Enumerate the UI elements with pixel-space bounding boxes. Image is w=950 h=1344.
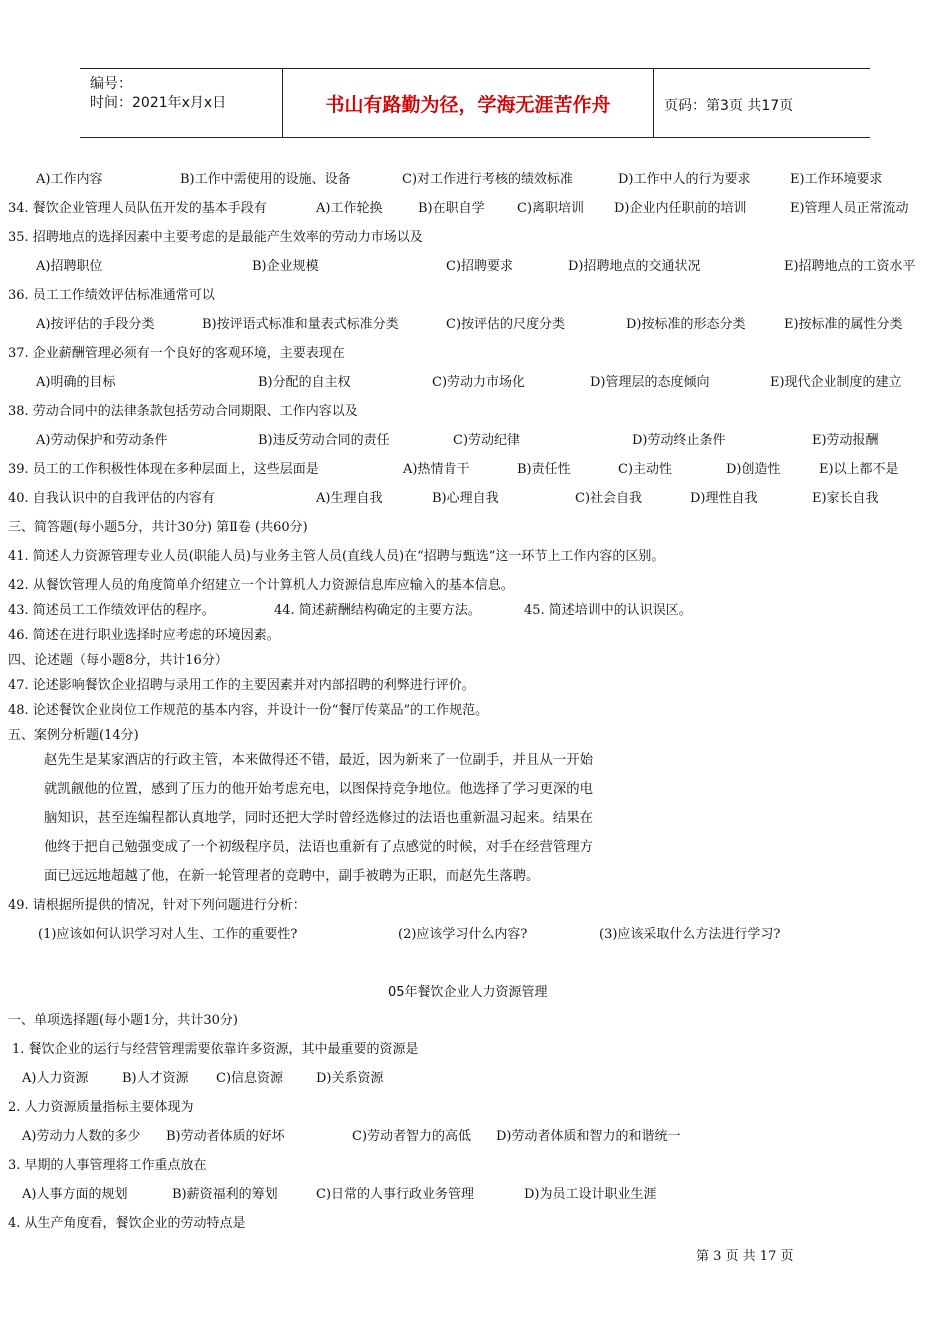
q34-option-d: D)企业内任职前的培训	[614, 201, 747, 216]
q39-stem: 39. 员工的工作积极性体现在多种层面上，这些层面是	[8, 462, 319, 477]
q39-option-d: D)创造性	[726, 462, 781, 477]
q38-stem: 38. 劳动合同中的法律条款包括劳动合同期限、工作内容以及	[8, 404, 358, 419]
q34-option-c: C)离职培训	[517, 201, 585, 216]
q34-option-a: A)工作轮换	[316, 201, 383, 216]
header-meta	[80, 69, 283, 137]
page-label: 页码：第3页 共17页	[664, 98, 794, 114]
q37-option-a: A)明确的目标	[36, 375, 116, 390]
section-3-heading: 三、简答题(每小题5分，共计30分) 第Ⅱ卷 (共60分)	[8, 520, 308, 535]
page-footer: 第 3 页 共 17 页	[696, 1249, 794, 1264]
section-5-heading: 五、案例分析题(14分)	[8, 728, 139, 743]
motto: 书山有路勤为径，学海无涯苦作舟	[283, 69, 654, 137]
s4-stem: 4. 从生产角度看，餐饮企业的劳动特点是	[8, 1216, 246, 1231]
q36-option-e: E)按标准的属性分类	[784, 317, 903, 332]
s3-option-b: B)薪资福利的筹划	[172, 1187, 278, 1202]
s2-option-a: A)劳动力人数的多少	[22, 1129, 141, 1144]
s2-option-c: C)劳动者智力的高低	[352, 1129, 472, 1144]
code-label: 编号：	[90, 76, 132, 92]
page-header	[80, 68, 870, 138]
q49-sub-2: (2)应该学习什么内容?	[398, 927, 528, 942]
q49-stem: 49. 请根据所提供的情况，针对下列问题进行分析：	[8, 898, 306, 913]
q35-option-b: B)企业规模	[252, 259, 319, 274]
q37-option-d: D)管理层的态度倾向	[590, 375, 710, 390]
case-paragraph-line: 就凯觎他的位置，感到了压力的他开始考虑充电，以图保持竞争地位。他选择了学习更深的电	[44, 782, 594, 797]
q33-option-b: B)工作中需使用的设施、设备	[180, 172, 351, 187]
s3-stem: 3. 早期的人事管理将工作重点放在	[8, 1158, 207, 1173]
q35-option-a: A)招聘职位	[36, 259, 103, 274]
s3-option-d: D)为员工设计职业生涯	[524, 1187, 657, 1202]
s2-option-b: B)劳动者体质的好坏	[166, 1129, 285, 1144]
q38-option-a: A)劳动保护和劳动条件	[36, 433, 168, 448]
q36-option-d: D)按标准的形态分类	[626, 317, 746, 332]
q40-option-e: E)家长自我	[812, 491, 879, 506]
q39-option-b: B)责任性	[517, 462, 571, 477]
q39-option-e: E)以上都不是	[819, 462, 899, 477]
q36-stem: 36. 员工工作绩效评估标准通常可以	[8, 288, 215, 303]
section-4-heading: 四、论述题（每小题8分，共计16分）	[8, 653, 228, 668]
q37-option-e: E)现代企业制度的建立	[770, 375, 902, 390]
q39-option-c: C)主动性	[618, 462, 673, 477]
q33-option-a: A)工作内容	[36, 172, 103, 187]
s1-option-b: B)人才资源	[122, 1071, 189, 1086]
q43: 43. 简述员工工作绩效评估的程序。	[8, 603, 215, 618]
q40-stem: 40. 自我认识中的自我评估的内容有	[8, 491, 215, 506]
q48: 48. 论述餐饮企业岗位工作规范的基本内容，并设计一份“餐厅传菜品”的工作规范。	[8, 703, 489, 718]
q49-sub-1: (1)应该如何认识学习对人生、工作的重要性?	[38, 927, 298, 942]
q38-option-b: B)违反劳动合同的责任	[258, 433, 390, 448]
q39-option-a: A)热情肯干	[403, 462, 470, 477]
q47: 47. 论述影响餐饮企业招聘与录用工作的主要因素并对内部招聘的利弊进行评价。	[8, 678, 475, 693]
q33-option-c: C)对工作进行考核的绩效标准	[402, 172, 574, 187]
q38-option-c: C)劳动纪律	[453, 433, 521, 448]
q34-option-b: B)在职自学	[418, 201, 485, 216]
q35-option-d: D)招聘地点的交通状况	[568, 259, 701, 274]
q45: 45. 简述培训中的认识误区。	[524, 603, 692, 618]
exam-title-05: 05年餐饮企业人力资源管理	[388, 985, 548, 1000]
case-paragraph-line: 脑知识，甚至连编程都认真地学，同时还把大学时曾经选修过的法语也重新温习起来。结果在	[44, 811, 594, 826]
date-label: 时间：2021年x月x日	[90, 95, 227, 111]
q33-option-d: D)工作中人的行为要求	[618, 172, 751, 187]
q36-option-a: A)按评估的手段分类	[36, 317, 155, 332]
q33-option-e: E)工作环境要求	[790, 172, 883, 187]
q44: 44. 简述薪酬结构确定的主要方法。	[274, 603, 481, 618]
s1-option-c: C)信息资源	[216, 1071, 284, 1086]
q37-option-b: B)分配的自主权	[258, 375, 351, 390]
q38-option-e: E)劳动报酬	[812, 433, 879, 448]
s1-stem: 1. 餐饮企业的运行与经营管理需要依靠许多资源，其中最重要的资源是	[12, 1042, 419, 1057]
q40-option-c: C)社会自我	[575, 491, 643, 506]
q40-option-d: D)理性自我	[690, 491, 758, 506]
s3-option-c: C)日常的人事行政业务管理	[316, 1187, 475, 1202]
q37-option-c: C)劳动力市场化	[432, 375, 526, 390]
s3-option-a: A)人事方面的规划	[22, 1187, 128, 1202]
q36-option-c: C)按评估的尺度分类	[446, 317, 566, 332]
q36-option-b: B)按评语式标准和量表式标准分类	[202, 317, 399, 332]
case-paragraph-line: 赵先生是某家酒店的行政主管，本来做得还不错，最近，因为新来了一位副手，并且从一开始	[44, 753, 594, 768]
s2-option-d: D)劳动者体质和智力的和谐统一	[496, 1129, 681, 1144]
q41: 41. 简述人力资源管理专业人员(职能人员)与业务主管人员(直线人员)在“招聘与甄选”这一环节上工作内容的区别。	[8, 549, 665, 564]
q42: 42. 从餐饮管理人员的角度简单介绍建立一个计算机人力资源信息库应输入的基本信息。	[8, 578, 514, 593]
q46: 46. 简述在进行职业选择时应考虑的环境因素。	[8, 628, 280, 643]
q38-option-d: D)劳动终止条件	[632, 433, 726, 448]
case-paragraph-line: 他终于把自己勉强变成了一个初级程序员，法语也重新有了点感觉的时候，对手在经营管理方	[44, 840, 594, 855]
section-1-heading: 一、单项选择题(每小题1分，共计30分)	[8, 1013, 238, 1028]
s1-option-d: D)关系资源	[316, 1071, 384, 1086]
q49-sub-3: (3)应该采取什么方法进行学习?	[599, 927, 781, 942]
case-paragraph-line: 面已远远地超越了他，在新一轮管理者的竞聘中，副手被聘为正职，而赵先生落聘。	[44, 869, 540, 884]
q35-option-c: C)招聘要求	[446, 259, 514, 274]
s1-option-a: A)人力资源	[22, 1071, 89, 1086]
q35-stem: 35. 招聘地点的选择因素中主要考虑的是最能产生效率的劳动力市场以及	[8, 230, 423, 245]
q40-option-b: B)心理自我	[432, 491, 499, 506]
q34-option-e: E)管理人员正常流动	[790, 201, 909, 216]
q40-option-a: A)生理自我	[316, 491, 383, 506]
q35-option-e: E)招聘地点的工资水平	[784, 259, 916, 274]
s2-stem: 2. 人力资源质量指标主要体现为	[8, 1100, 194, 1115]
q34-stem: 34. 餐饮企业管理人员队伍开发的基本手段有	[8, 201, 267, 216]
q37-stem: 37. 企业薪酬管理必须有一个良好的客观环境，主要表现在	[8, 346, 345, 361]
